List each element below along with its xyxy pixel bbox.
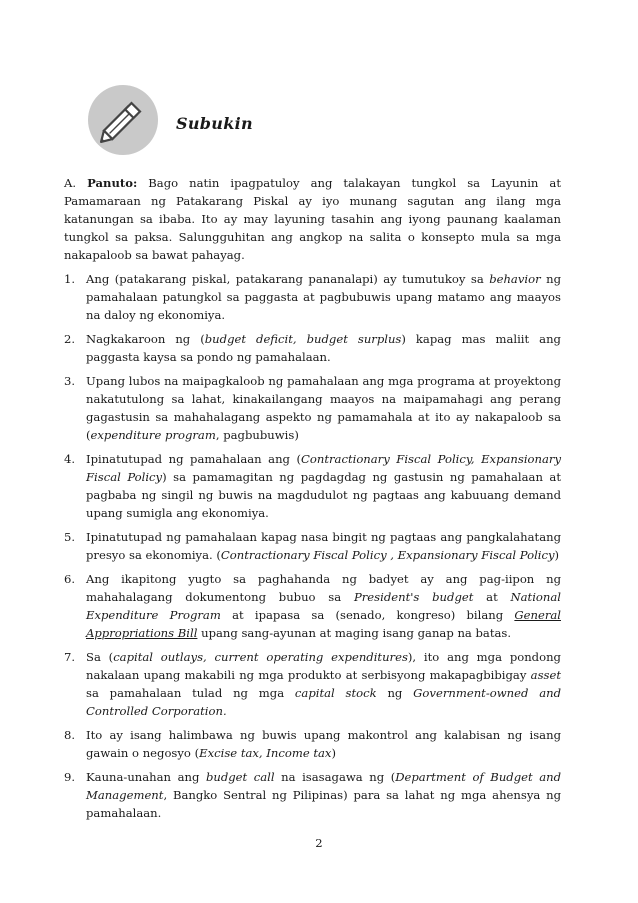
question-text: Kauna-unahan ang <box>86 770 206 784</box>
question-item <box>64 648 561 720</box>
question-item <box>64 450 561 522</box>
question-item <box>64 768 561 822</box>
question-item <box>64 372 561 444</box>
question-text: Ang ikapitong yugto sa paghahanda ng badyet ay ang pag-iipon ng mahahalagang dokumentong bubuo sa <box>86 572 561 604</box>
question-text: ng pamahalaan patungkol sa paggasta at pagbubuwis upang matamo ang maayos na daloy ng ekonomiya. <box>86 272 561 322</box>
question-text: upang sang-ayunan at maging isang ganap na batas. <box>197 626 512 640</box>
question-emphasis: Excise tax, Income tax <box>199 746 332 760</box>
question-number: 1. <box>64 272 76 286</box>
question-text: Nagkakaroon ng ( <box>86 332 205 346</box>
question-text: at ipapasa sa (senado, kongreso) bilang <box>220 608 515 622</box>
question-emphasis: behavior <box>489 272 541 286</box>
question-emphasis: Government-owned and Controlled Corporation. <box>86 686 561 718</box>
question-emphasis: expenditure program <box>90 428 216 442</box>
question-text: sa pamahalaan tulad ng mga <box>86 686 295 700</box>
question-text: , Bangko Sentral ng Pilipinas) para sa lahat ng mga ahensya ng pamahalaan. <box>86 788 561 820</box>
document-body <box>64 174 561 828</box>
question-emphasis: President's budget <box>353 590 474 604</box>
question-text: at <box>473 590 511 604</box>
question-number: 7. <box>64 650 76 664</box>
question-item <box>64 726 561 762</box>
question-emphasis: budget deficit, budget surplus <box>204 332 402 346</box>
question-text: ) <box>554 548 560 562</box>
page-number: 2 <box>315 836 323 850</box>
question-item <box>64 330 561 366</box>
question-emphasis: General Appropriations Bill <box>86 608 561 640</box>
question-text: Ipinatutupad ng pamahalaan kapag nasa bingit ng pagtaas ang pangkalahatang presyo sa ekonomiya. ( <box>86 530 561 562</box>
question-emphasis: capital outlays, current operating expenditures <box>113 650 408 664</box>
question-number: 9. <box>64 770 76 784</box>
question-text: Sa ( <box>86 650 114 664</box>
question-number: 6. <box>64 572 76 586</box>
question-text: ng <box>376 686 414 700</box>
pencil-icon <box>88 85 158 155</box>
question-number: 4. <box>64 452 76 466</box>
question-emphasis: National Expenditure Program <box>86 590 561 622</box>
instructions-paragraph <box>64 174 561 264</box>
question-text: , pagbubuwis) <box>215 428 299 442</box>
question-number: 5. <box>64 530 76 544</box>
question-number: 8. <box>64 728 76 742</box>
question-text: ) <box>331 746 337 760</box>
question-emphasis: budget call <box>205 770 275 784</box>
instructions-text: Bago natin ipagpatuloy ang talakayan tungkol sa Layunin at Pamamaraan ng Patakarang Piskal ay iyo munang sagutan ang ilang mga katanungan sa ibaba. Ito ay may layuning tasahin ang iyong paunang kaalaman tungkol sa paksa. Salungguhitan ang angkop na salita o konsepto mula sa mga nakapaloob sa bawat pahayag. <box>64 176 561 262</box>
question-text: Ito ay isang halimbawa ng buwis upang makontrol ang kalabisan ng isang gawain o negosyo ( <box>86 728 561 760</box>
instructions-letter: A. <box>64 176 77 190</box>
question-emphasis: Contractionary Fiscal Policy , Expansionary Fiscal Policy <box>220 548 555 562</box>
question-number: 2. <box>64 332 76 346</box>
question-emphasis: capital stock <box>294 686 377 700</box>
question-emphasis: Contractionary Fiscal Policy, Expansionary Fiscal Policy <box>86 452 561 484</box>
question-text: ) kapag mas maliit ang paggasta kaysa sa pondo ng pamahalaan. <box>86 332 561 364</box>
question-item <box>64 270 561 324</box>
question-text: ), ito ang mga pondong nakalaan upang makabili ng mga produkto at serbisyong makapagbibigay <box>86 650 561 682</box>
question-text: Ang (patakarang piskal, patakarang pananalapi) ay tumutukoy sa <box>86 272 490 286</box>
question-item <box>64 528 561 564</box>
question-emphasis: Department of Budget and Management <box>86 770 562 802</box>
question-item <box>64 570 561 642</box>
section-title: Subukin <box>176 114 253 133</box>
question-text: Ipinatutupad ng pamahalaan ang ( <box>86 452 302 466</box>
question-emphasis: asset <box>530 668 561 682</box>
question-number: 3. <box>64 374 76 388</box>
question-text: ) sa pamamagitan ng pagdagdag ng gastusin ng pamahalaan at pagbaba ng singil ng buwis na magdudulot ng pagtaas ang kabuuang demand upang sumigla ang ekonomiya. <box>86 470 561 520</box>
instructions-label: Panuto: <box>87 176 138 190</box>
question-text: na isasagawa ng ( <box>274 770 396 784</box>
question-list <box>64 270 561 822</box>
question-text: Upang lubos na maipagkaloob ng pamahalaan ang mga programa at proyektong nakatutulong sa lahat, kinakailangang maayos na maipamahagi ang perang gagastusin sa mahahalagang aspekto ng pamamahala at ito ay nakapaloob sa ( <box>86 374 561 442</box>
